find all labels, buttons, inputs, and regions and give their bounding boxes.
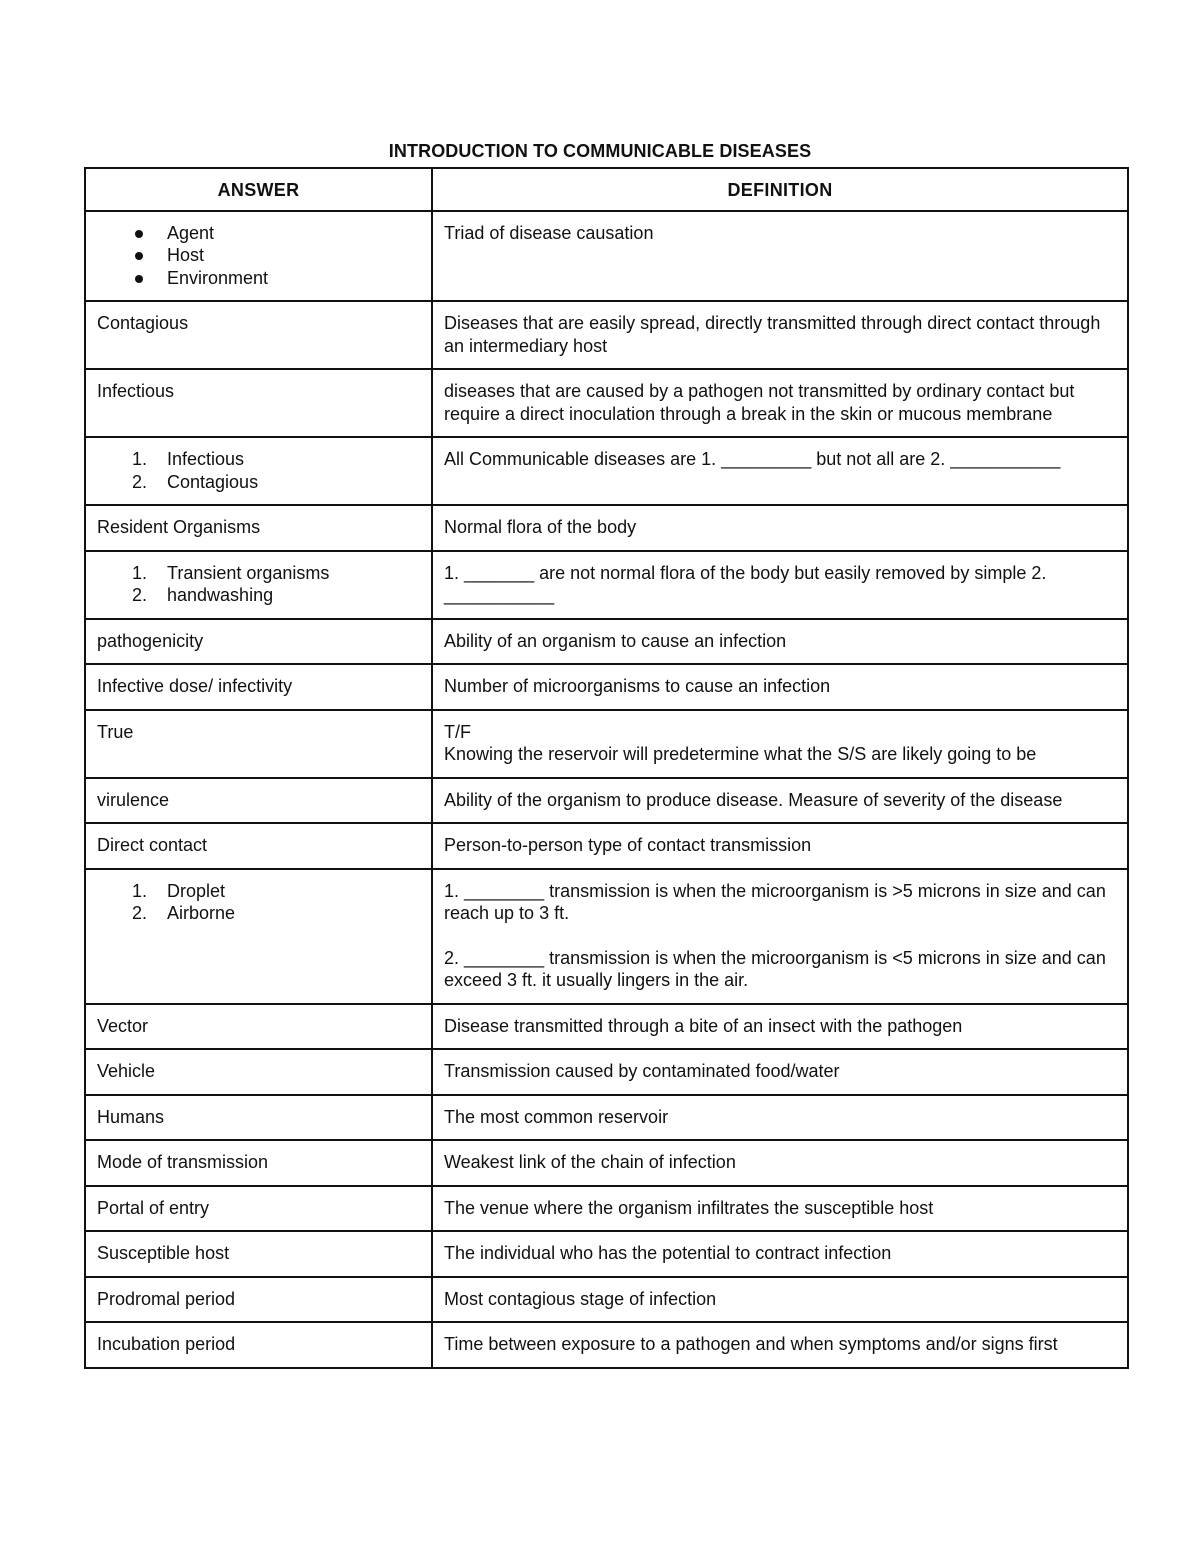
definition-cell	[432, 710, 1128, 778]
definition-text: The most common reservoir	[444, 1106, 669, 1127]
list-number-marker: 1.	[132, 562, 148, 583]
definition-cell	[432, 1322, 1128, 1368]
table-row	[85, 1004, 1128, 1050]
answer-cell	[85, 1277, 432, 1323]
definition-cell	[432, 823, 1128, 869]
answer-text: Infective dose/ infectivity	[97, 676, 293, 696]
definition-text: The venue where the organism infiltrates the susceptible host	[444, 1197, 934, 1218]
table-row	[85, 211, 1128, 302]
answer-text: Mode of transmission	[97, 1152, 269, 1172]
answer-list-item-text: Environment	[167, 267, 269, 288]
definition-text: Weakest link of the chain of infection	[444, 1152, 736, 1172]
answer-cell	[85, 369, 432, 437]
list-number-marker: 1.	[132, 880, 148, 901]
table-row	[85, 1049, 1128, 1095]
page-title: INTRODUCTION TO COMMUNICABLE DISEASES	[388, 141, 812, 161]
answer-column-header: ANSWER	[85, 168, 432, 211]
answer-cell	[85, 1186, 432, 1232]
answer-list-item-text: handwashing	[167, 585, 274, 605]
definition-cell	[432, 211, 1128, 302]
definition-text: Ability of an organism to cause an infection	[444, 630, 787, 651]
numbered-answer-list	[97, 880, 421, 925]
table-row	[85, 869, 1128, 1004]
answer-cell	[85, 1095, 432, 1141]
table-row	[85, 1186, 1128, 1232]
table-row	[85, 1231, 1128, 1277]
answer-text: Susceptible host	[97, 1243, 230, 1263]
answer-cell	[85, 1140, 432, 1186]
answer-list-item-text: Contagious	[167, 471, 259, 492]
answer-list-item-text: Transient organisms	[167, 562, 330, 583]
table-row	[85, 505, 1128, 551]
answer-list-item-text: Infectious	[167, 449, 245, 469]
table-row	[85, 778, 1128, 824]
definition-cell	[432, 619, 1128, 665]
answer-list-item	[97, 584, 421, 607]
answer-text: Resident Organisms	[97, 517, 261, 537]
answer-cell	[85, 211, 432, 302]
table-row	[85, 823, 1128, 869]
definition-cell	[432, 505, 1128, 551]
table-row	[85, 619, 1128, 665]
definition-text: 1. ________ transmission is when the microorganism is >5 microns in size and can reach up to 3 ft.	[444, 880, 1106, 923]
definition-text: T/F	[444, 721, 471, 742]
definition-text: Person-to-person type of contact transmission	[444, 835, 812, 855]
answer-list-item	[97, 244, 421, 267]
definition-cell	[432, 778, 1128, 824]
answer-cell	[85, 505, 432, 551]
answer-list-item	[97, 471, 421, 494]
answer-cell	[85, 664, 432, 710]
definition-cell	[432, 301, 1128, 369]
table-row	[85, 1277, 1128, 1323]
answer-text: True	[97, 721, 134, 742]
definition-text: Transmission caused by contaminated food/water	[444, 1061, 840, 1081]
definition-cell	[432, 1049, 1128, 1095]
definition-cell	[432, 1277, 1128, 1323]
definition-text: Knowing the reservoir will predetermine what the S/S are likely going to be	[444, 744, 1037, 764]
answer-text: Portal of entry	[97, 1197, 210, 1218]
answer-cell	[85, 437, 432, 505]
definition-cell	[432, 1004, 1128, 1050]
answer-text: Contagious	[97, 313, 189, 333]
table-row	[85, 1095, 1128, 1141]
definition-cell	[432, 869, 1128, 1004]
answer-cell	[85, 778, 432, 824]
definition-cell	[432, 551, 1128, 619]
answer-list-item-text: Agent	[167, 222, 215, 243]
definition-cell	[432, 1095, 1128, 1141]
numbered-answer-list	[97, 562, 421, 607]
definition-text: Normal flora of the body	[444, 517, 637, 537]
answer-cell	[85, 301, 432, 369]
answer-cell	[85, 1004, 432, 1050]
answer-list-item	[97, 222, 421, 245]
answer-text: virulence	[97, 789, 170, 810]
answer-cell	[85, 710, 432, 778]
definition-column-header: DEFINITION	[432, 168, 1128, 211]
table-row	[85, 1140, 1128, 1186]
answer-list-item-text: Airborne	[167, 903, 236, 923]
numbered-answer-list	[97, 448, 421, 493]
definition-text: Ability of the organism to produce disease. Measure of severity of the disease	[444, 789, 1063, 810]
answer-text: pathogenicity	[97, 630, 204, 651]
answer-list-item	[97, 267, 421, 290]
table-row	[85, 437, 1128, 505]
answer-text: Vector	[97, 1015, 149, 1036]
answer-list-item	[97, 902, 421, 925]
definition-cell	[432, 664, 1128, 710]
answer-text: Vehicle	[97, 1061, 156, 1081]
answer-list-item-text: Host	[167, 245, 205, 265]
table-header-row	[85, 168, 1128, 211]
answer-definition-table	[84, 167, 1129, 1369]
definition-text: Number of microorganisms to cause an infection	[444, 676, 831, 696]
answer-cell	[85, 551, 432, 619]
definition-text: Time between exposure to a pathogen and when symptoms and/or signs first	[444, 1334, 1058, 1354]
definition-cell	[432, 369, 1128, 437]
table-row	[85, 369, 1128, 437]
answer-text: Humans	[97, 1106, 165, 1127]
answer-cell	[85, 1322, 432, 1368]
table-row	[85, 551, 1128, 619]
answer-list-item	[97, 448, 421, 471]
definition-text: diseases that are caused by a pathogen not transmitted by ordinary contact but require a direct inoculation through a break in the skin or mucous membrane	[444, 381, 1075, 424]
list-number-marker: 1.	[132, 449, 148, 469]
list-number-marker: 2.	[132, 471, 148, 492]
answer-cell	[85, 823, 432, 869]
answer-text: Prodromal period	[97, 1288, 236, 1309]
answer-cell	[85, 1049, 432, 1095]
answer-text: Infectious	[97, 381, 175, 401]
answer-cell	[85, 869, 432, 1004]
table-row	[85, 301, 1128, 369]
answer-list-item	[97, 880, 421, 903]
definition-text: Diseases that are easily spread, directly transmitted through direct contact through an intermediary host	[444, 313, 1101, 356]
definition-text: Most contagious stage of infection	[444, 1288, 717, 1309]
table-body	[85, 211, 1128, 1368]
definition-text: Triad of disease causation	[444, 222, 654, 243]
definition-cell	[432, 1140, 1128, 1186]
answer-list-item	[97, 562, 421, 585]
list-number-marker: 2.	[132, 585, 148, 605]
definition-text: The individual who has the potential to contract infection	[444, 1243, 892, 1263]
list-number-marker: 2.	[132, 903, 148, 923]
definition-cell	[432, 437, 1128, 505]
definition-text: Disease transmitted through a bite of an insect with the pathogen	[444, 1015, 963, 1036]
answer-cell	[85, 1231, 432, 1277]
definition-cell	[432, 1186, 1128, 1232]
definition-text: 2. ________ transmission is when the microorganism is <5 microns in size and can exceed 3 ft. it usually lingers in the air.	[444, 947, 1106, 990]
table-row	[85, 664, 1128, 710]
definition-cell	[432, 1231, 1128, 1277]
answer-list-item-text: Droplet	[167, 880, 226, 901]
bulleted-answer-list	[97, 222, 421, 290]
definition-text: 1. _______ are not normal flora of the body but easily removed by simple 2. ___________	[444, 562, 1047, 605]
answer-text: Direct contact	[97, 835, 208, 855]
definition-text: All Communicable diseases are 1. _________ but not all are 2. ___________	[444, 449, 1061, 469]
answer-cell	[85, 619, 432, 665]
table-row	[85, 1322, 1128, 1368]
answer-text: Incubation period	[97, 1334, 236, 1354]
table-row	[85, 710, 1128, 778]
